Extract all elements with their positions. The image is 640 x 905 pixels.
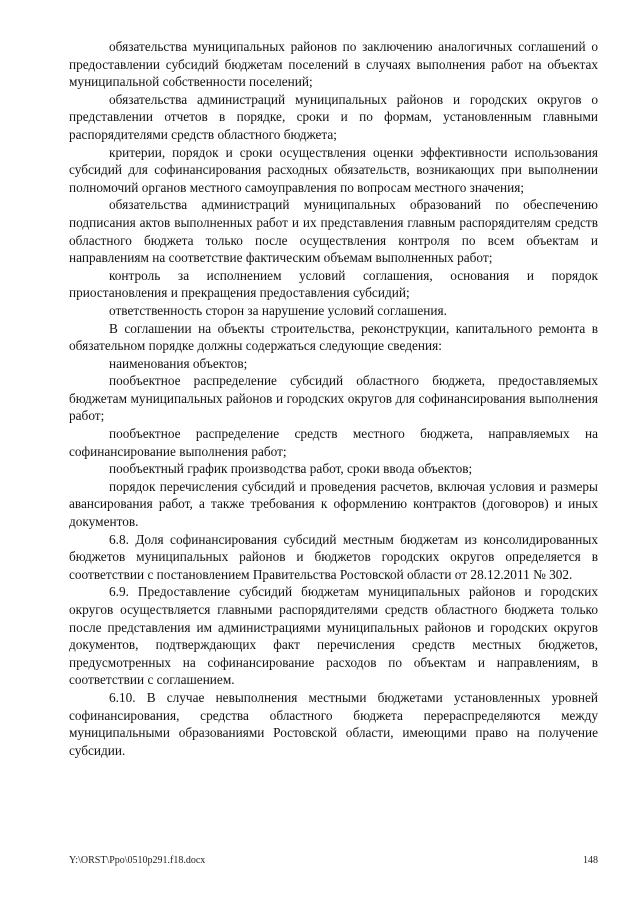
paragraph: наименования объектов; <box>109 355 248 371</box>
paragraph: обязательства администраций муниципальных районов и городских округов о представлении отчетов в порядке, сроки и по формам, установленным главными распорядителями средств областного бюджета; <box>69 91 598 142</box>
footer-file-path: Y:\ORST\Ppo\0510p291.f18.docx <box>69 855 206 866</box>
paragraph: В соглашении на объекты строительства, реконструкции, капитального ремонта в обязательном порядке должны содержаться следующие сведения: <box>69 320 598 354</box>
paragraph: обязательства администраций муниципальных образований по обеспечению подписания актов выполненных работ и их представления главным распорядителям средств областного бюджета только после осуществления контроля по всем объектам и направлениям на соответствие фактическим объемам выполненных работ; <box>69 197 598 266</box>
paragraph: пообъектное распределение средств местного бюджета, направляемых на софинансирование выполнения работ; <box>69 426 598 459</box>
paragraph: пообъектное распределение субсидий областного бюджета, предоставляемых бюджетам муниципальных районов и городских округов для софинансирования выполнения работ; <box>69 373 598 424</box>
paragraph-6-10: 6.10. В случае невыполнения местными бюджетами установленных уровней софинансирования, средства областного бюджета перераспределяются между муниципальными образованиями Ростовской области, имеющими право на получение субсидии. <box>69 689 598 758</box>
paragraph: обязательства муниципальных районов по заключению аналогичных соглашений о предоставлении субсидий бюджетам поселений в случаях выполнения работ на объектах муниципальной собственности поселений; <box>69 39 598 90</box>
document-body <box>69 38 598 759</box>
paragraph: контроль за исполнением условий соглашения, основания и порядок приостановления и прекращения предоставления субсидий; <box>69 267 598 301</box>
paragraph-6-9: 6.9. Предоставление субсидий бюджетам муниципальных районов и городских округов осуществляется главными распорядителями средств областного бюджета только после представления им администрациями муниципальных районов и городских округов документов, подтверждающих факт перечисления средств местных бюджетов, предусмотренных на софинансирование расходов по объектам и направлениям, в соответствии с соглашением. <box>69 584 598 688</box>
paragraph: пообъектный график производства работ, сроки ввода объектов; <box>109 461 473 477</box>
paragraph: критерии, порядок и сроки осуществления оценки эффективности использования субсидий для софинансирования расходных обязательств, возникающих при выполнении полномочий органов местного самоуправления по вопросам местного значения; <box>69 144 598 195</box>
paragraph-6-8: 6.8. Доля софинансирования субсидий местным бюджетам из консолидированных бюджетов муниципальных районов и бюджетов городских округов определяется в соответствии с постановлением Правительства Ростовской области от 28.12.2011 № 302. <box>69 531 598 582</box>
page-number: 148 <box>583 855 598 866</box>
paragraph: порядок перечисления субсидий и проведения расчетов, включая условия и размеры авансирования работ, а также требования к оформлению контрактов (договоров) и иных документов. <box>69 478 598 530</box>
paragraph: ответственность сторон за нарушение условий соглашения. <box>109 302 447 318</box>
